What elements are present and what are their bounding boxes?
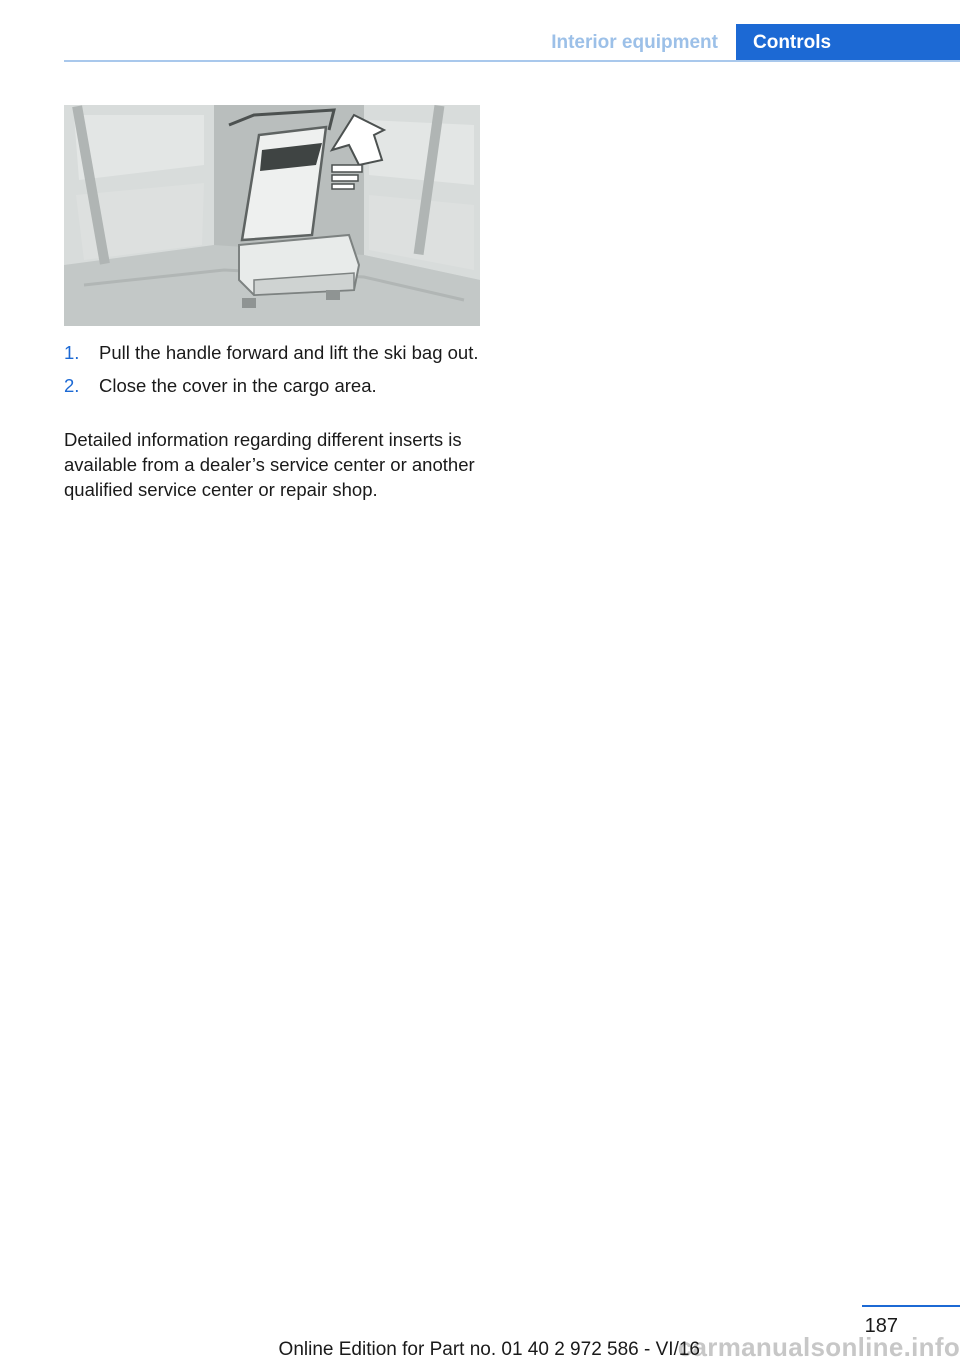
step-number: 1.	[64, 342, 80, 363]
step-text: Pull the handle forward and lift the ski bag out.	[99, 342, 479, 363]
footer-edition: Online Edition for Part no. 01 40 2 972 586 - VI/16	[278, 1339, 700, 1360]
armrest-ski-bag-figure	[64, 105, 480, 326]
watermark: carmanualsonline.info	[677, 1332, 960, 1362]
page-number: 187	[864, 1315, 898, 1337]
header-section-title: Interior equipment	[551, 32, 718, 53]
page-number-rule	[862, 1305, 960, 1307]
step-number: 2.	[64, 375, 80, 396]
rear-armrest-ski-bag-illustration-icon	[64, 105, 480, 326]
header-divider	[64, 60, 960, 62]
inserts-info-paragraph: Detailed information regarding different inserts is available from a dealer’s service center or another qualified service center or repair shop.	[64, 429, 475, 500]
step-item	[64, 373, 484, 398]
header-chapter-tab[interactable]: Controls	[736, 24, 960, 62]
step-text: Close the cover in the cargo area.	[99, 375, 377, 396]
instruction-steps	[64, 340, 484, 406]
step-item	[64, 340, 484, 365]
